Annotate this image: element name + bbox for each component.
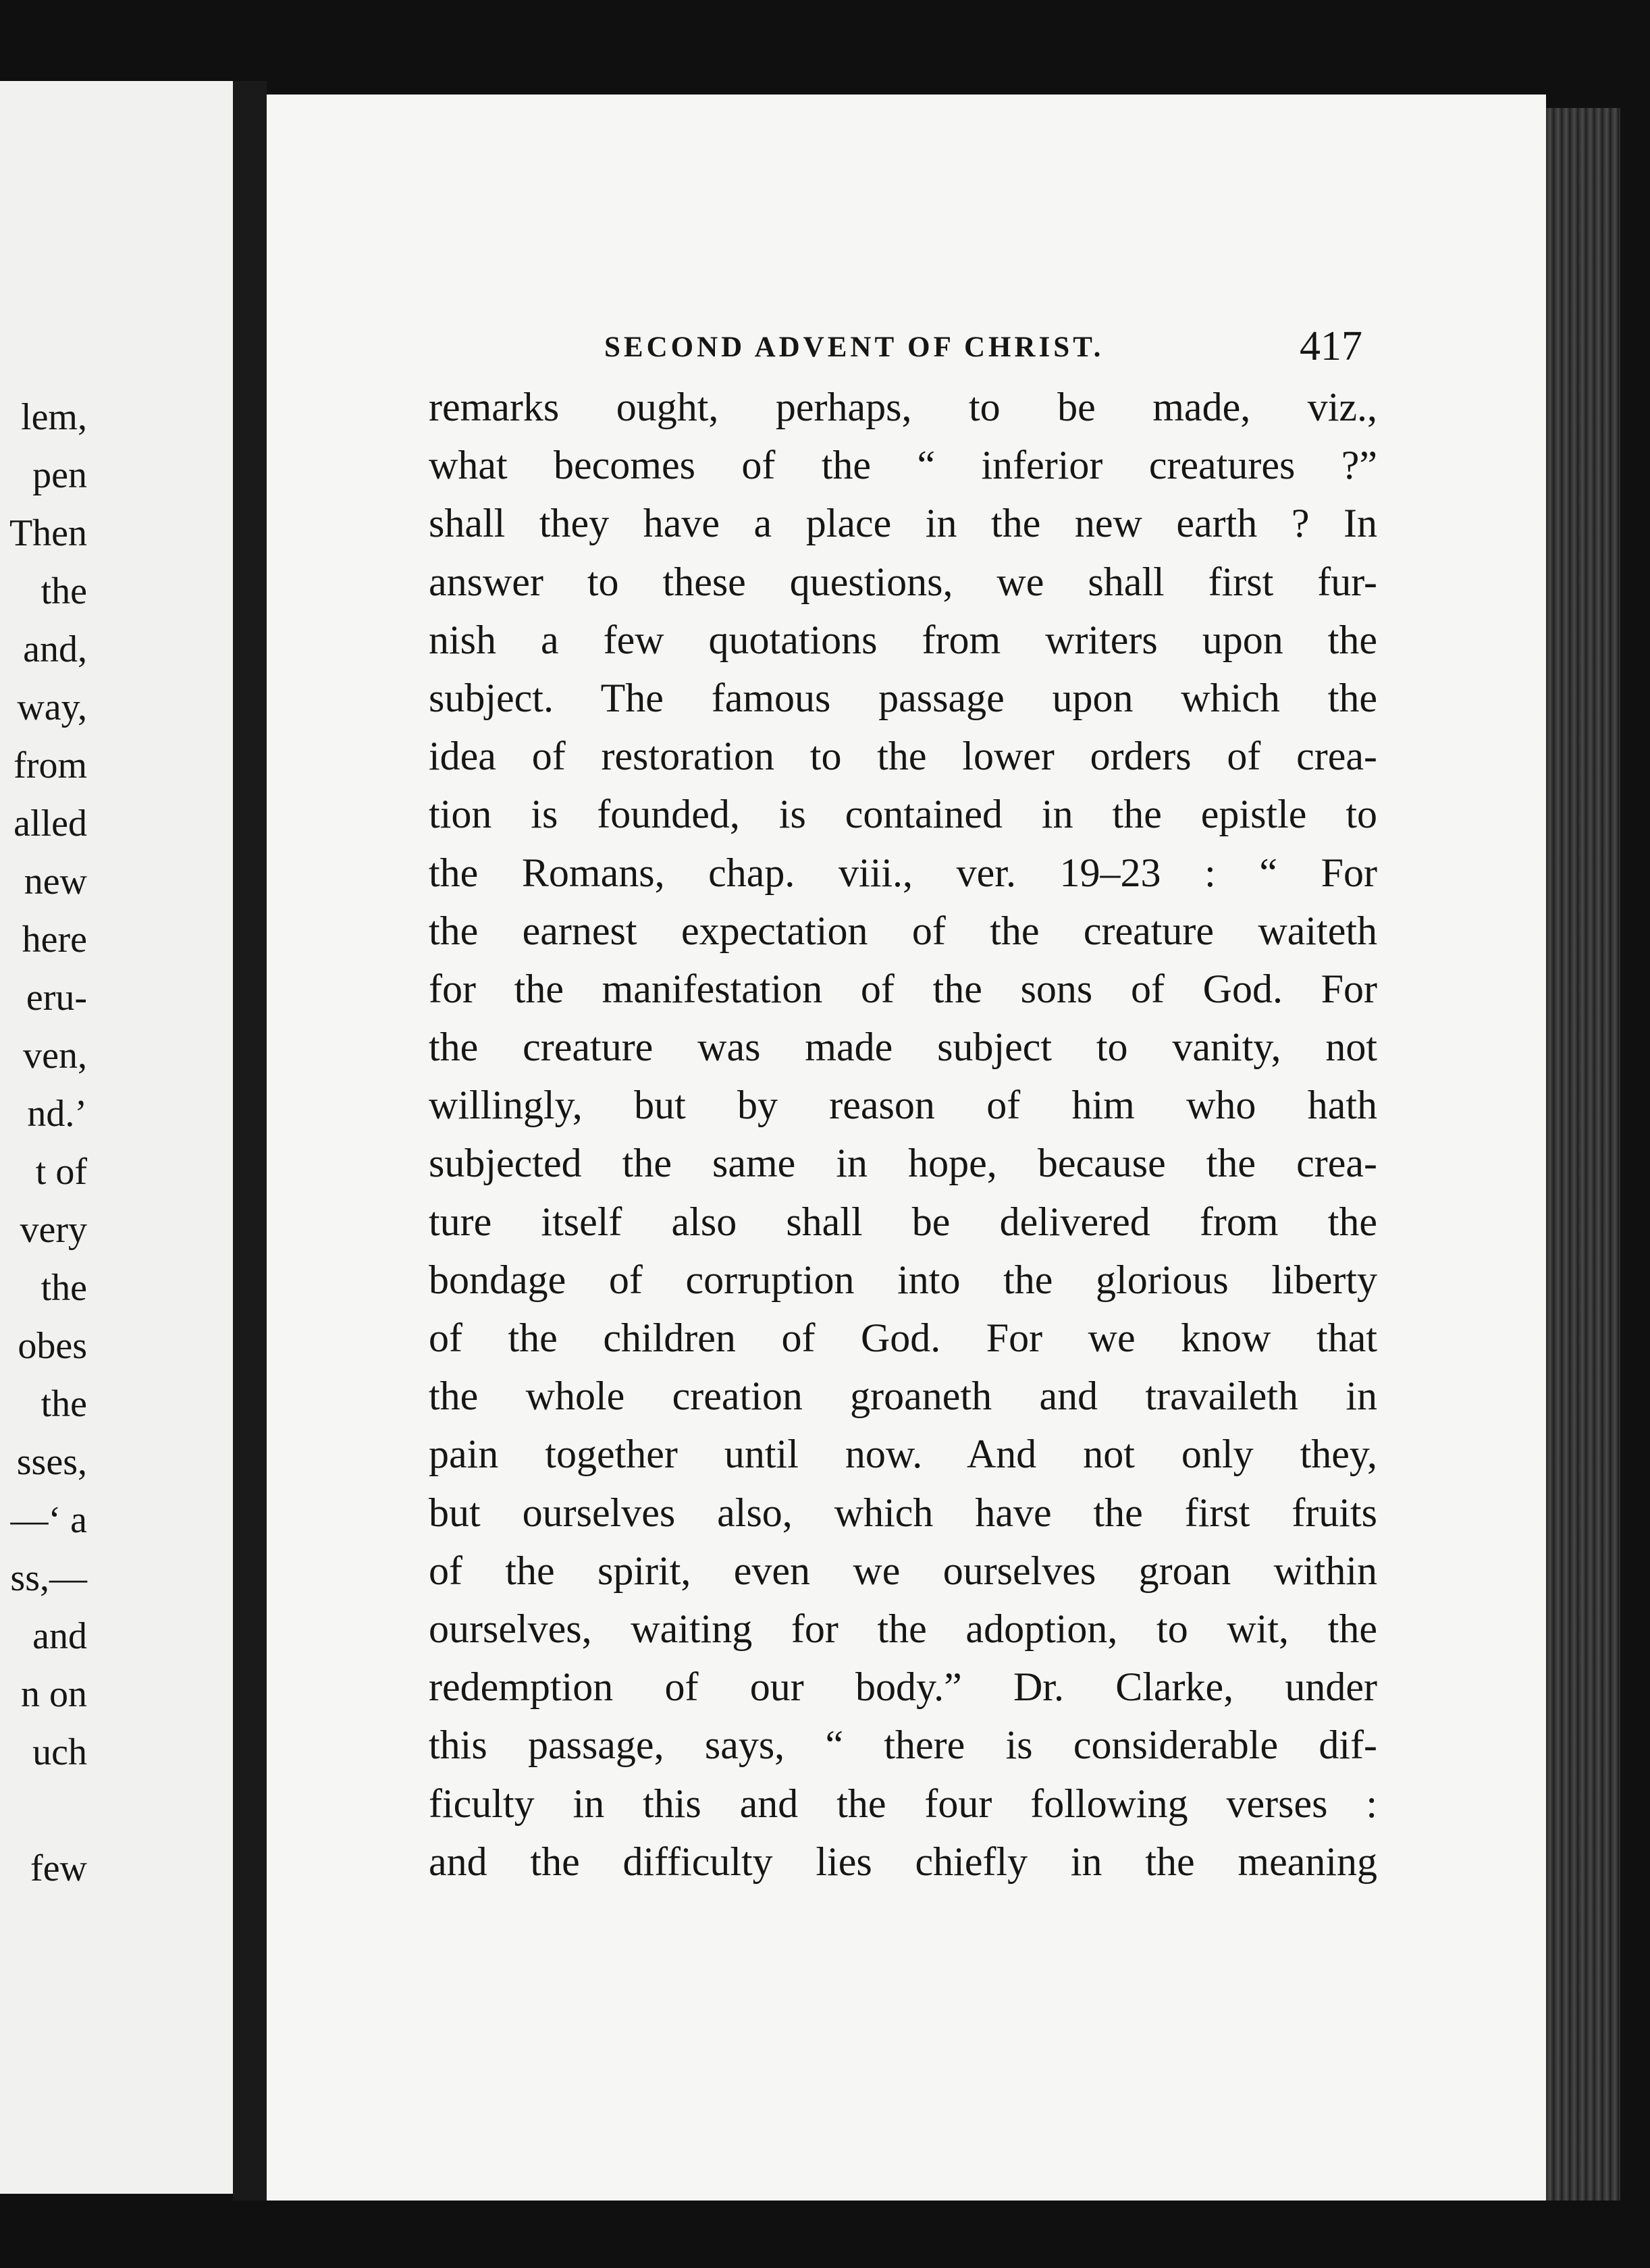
page-number: 417 bbox=[1300, 323, 1362, 369]
text-line: this passage, says, “ there is considerable dif- bbox=[429, 1723, 1377, 1768]
text-line: of the children of God. For we know that bbox=[429, 1316, 1377, 1360]
fragment-line: n on bbox=[21, 1673, 87, 1715]
fragment-line: very bbox=[20, 1209, 87, 1251]
text-line: subject. The famous passage upon which the bbox=[429, 675, 1377, 720]
facing-page-line-fragments bbox=[9, 388, 87, 1897]
text-line: pain together until now. And not only they, bbox=[429, 1432, 1377, 1477]
fragment-line: from bbox=[14, 745, 87, 786]
fragment-line: uch bbox=[32, 1731, 87, 1773]
fragment-line: alled bbox=[14, 803, 87, 844]
text-line: subjected the same in hope, because the crea- bbox=[429, 1141, 1377, 1186]
text-line: tion is founded, is contained in the epistle to bbox=[429, 792, 1377, 837]
fragment-line: lem, bbox=[21, 396, 87, 438]
fragment-line: nd.’ bbox=[27, 1093, 87, 1135]
fragment-line: ven, bbox=[23, 1035, 87, 1077]
text-line: ourselves, waiting for the adoption, to wit, the bbox=[429, 1606, 1377, 1651]
text-line: shall they have a place in the new earth ? In bbox=[429, 501, 1377, 546]
fragment-line: eru- bbox=[26, 977, 87, 1019]
fragment-line: —‘ a bbox=[10, 1499, 87, 1541]
text-line: ficulty in this and the four following verses : bbox=[429, 1781, 1377, 1826]
fragment-line: pen bbox=[32, 454, 87, 496]
fragment-line: and, bbox=[23, 628, 87, 670]
text-line: redemption of our body.” Dr. Clarke, under bbox=[429, 1665, 1377, 1710]
fragment-line: ss,— bbox=[10, 1557, 87, 1599]
text-line: for the manifestation of the sons of God. For bbox=[429, 966, 1377, 1011]
text-line: the earnest expectation of the creature waiteth bbox=[429, 908, 1377, 953]
fragment-line: the bbox=[41, 570, 87, 612]
page-edges bbox=[1546, 108, 1620, 2200]
fragment-line: new bbox=[24, 861, 87, 902]
fragment-line: here bbox=[22, 919, 87, 961]
fragment-line: Then bbox=[9, 512, 87, 554]
text-line: and the difficulty lies chiefly in the meaning bbox=[429, 1839, 1377, 1884]
fragment-line: obes bbox=[18, 1325, 87, 1367]
text-line: the whole creation groaneth and travaileth in bbox=[429, 1374, 1377, 1419]
text-line: what becomes of the “ inferior creatures ?” bbox=[429, 443, 1377, 488]
fragment-line: and bbox=[32, 1615, 87, 1657]
text-line: bondage of corruption into the glorious liberty bbox=[429, 1257, 1377, 1302]
facing-page-left bbox=[0, 81, 233, 2194]
fragment-line: way, bbox=[17, 686, 87, 728]
text-line: idea of restoration to the lower orders of crea- bbox=[429, 734, 1377, 779]
text-line: nish a few quotations from writers upon the bbox=[429, 617, 1377, 662]
fragment-line: few bbox=[30, 1847, 87, 1889]
book-gutter bbox=[233, 81, 267, 2200]
text-line: answer to these questions, we shall first fur- bbox=[429, 559, 1377, 604]
fragment-line: sses, bbox=[16, 1441, 87, 1483]
fragment-line: the bbox=[41, 1267, 87, 1309]
fragment-line: the bbox=[41, 1383, 87, 1425]
text-line: of the spirit, even we ourselves groan within bbox=[429, 1548, 1377, 1593]
text-line: but ourselves also, which have the first fruits bbox=[429, 1490, 1377, 1535]
text-line: willingly, but by reason of him who hath bbox=[429, 1083, 1377, 1128]
text-line: the creature was made subject to vanity, not bbox=[429, 1025, 1377, 1070]
running-head: SECOND ADVENT OF CHRIST. bbox=[604, 331, 1105, 363]
fragment-line: t of bbox=[35, 1151, 87, 1193]
page-body-text bbox=[429, 378, 1377, 1891]
text-line: the Romans, chap. viii., ver. 19–23 : “ For bbox=[429, 850, 1377, 895]
text-line: ture itself also shall be delivered from the bbox=[429, 1199, 1377, 1244]
text-line: remarks ought, perhaps, to be made, viz., bbox=[429, 385, 1377, 429]
